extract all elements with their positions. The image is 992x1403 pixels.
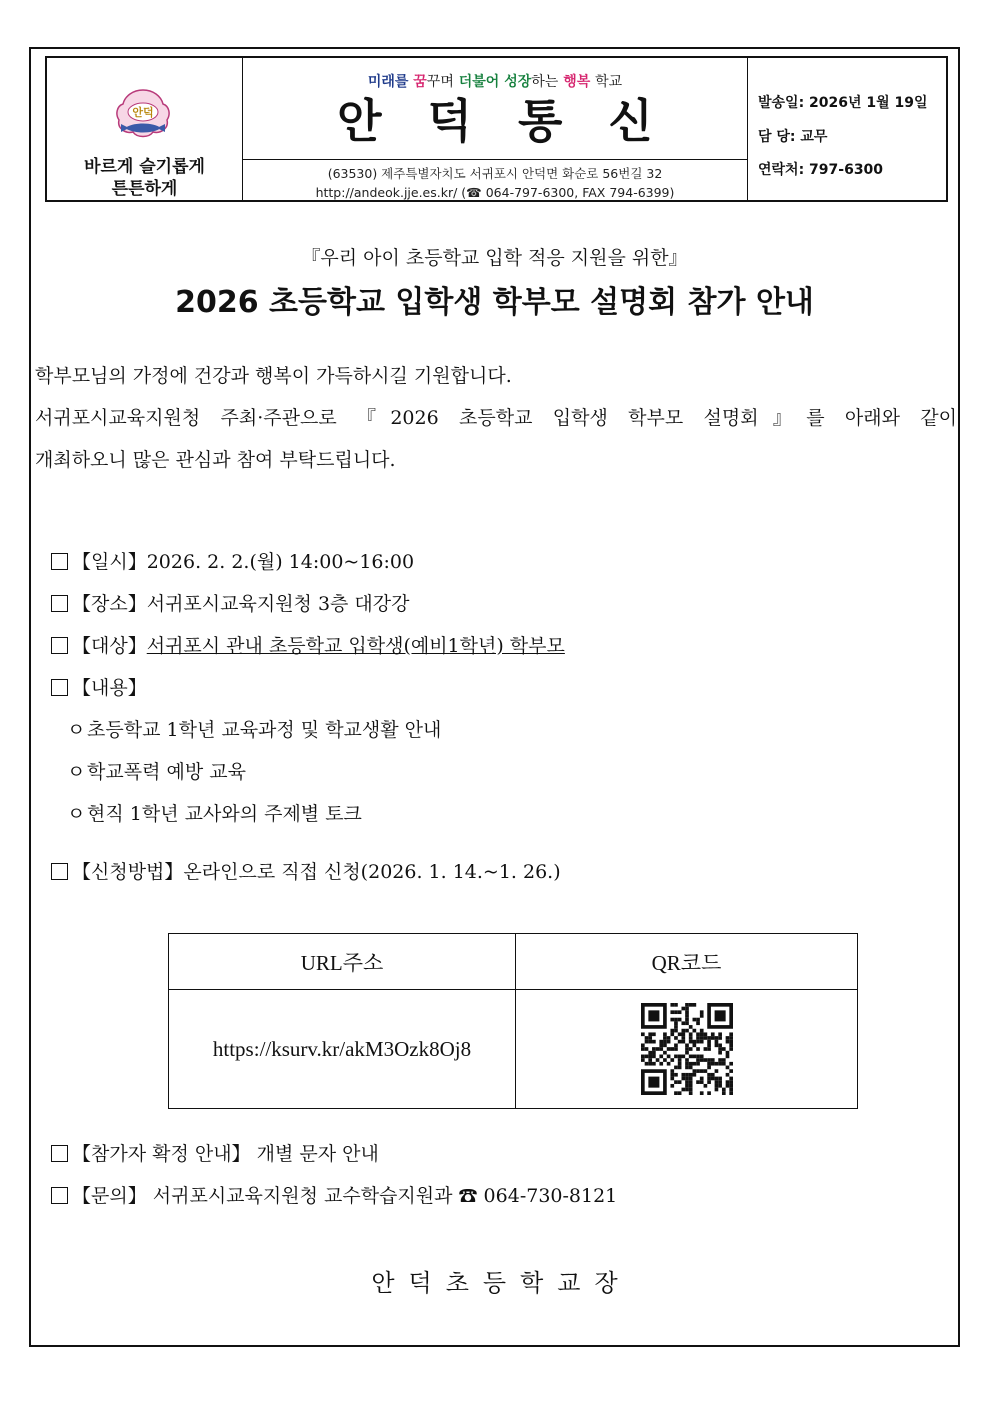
title-cell bbox=[243, 58, 748, 200]
newsletter-header bbox=[45, 56, 948, 202]
item-inquiry: 【문의】 서귀포시교육지원청 교수학습지원과 ☎ 064-730-8121 bbox=[51, 1181, 617, 1208]
contact-number: 연락처: 797-6300 bbox=[758, 162, 884, 178]
newsletter-title: 안덕통신 bbox=[337, 94, 699, 148]
issue-info-cell bbox=[748, 58, 946, 200]
checkbox-icon bbox=[51, 679, 68, 696]
person-in-charge: 담 당: 교무 bbox=[758, 129, 828, 145]
school-address: (63530) 제주특별자치도 서귀포시 안덕면 화순로 56번길 32 http://andeok.jje.es.kr/ (☎ 064-797-6300, FAX 794-6399) bbox=[315, 166, 675, 200]
item-place: 【장소】서귀포시교육지원청 3층 대강강 bbox=[51, 589, 410, 616]
checkbox-icon bbox=[51, 863, 68, 880]
intro-text-line2: 개최하오니 많은 관심과 참여 부탁드립니다. bbox=[35, 449, 396, 471]
item-confirm: 【참가자 확정 안내】 개별 문자 안내 bbox=[51, 1139, 379, 1166]
issue-date: 발송일: 2026년 1월 19일 bbox=[758, 95, 928, 111]
svg-text:안덕: 안덕 bbox=[132, 106, 154, 119]
url-header: URL주소 bbox=[169, 934, 516, 990]
application-table bbox=[168, 933, 858, 1109]
checkbox-icon bbox=[51, 1187, 68, 1204]
qr-header: QR코드 bbox=[516, 934, 858, 990]
application-url[interactable]: https://ksurv.kr/akM3Ozk8Oj8 bbox=[169, 990, 516, 1109]
bullet-icon: ㅇ bbox=[67, 761, 86, 783]
school-slogan: 미래를 꿈꾸며 더불어 성장하는 행복 학교 bbox=[367, 74, 623, 90]
notice-title: 2026 초등학교 입학생 학부모 설명회 참가 안내 bbox=[175, 285, 814, 320]
bullet-icon: ㅇ bbox=[67, 719, 86, 741]
checkbox-icon bbox=[51, 595, 68, 612]
school-emblem-icon bbox=[113, 88, 173, 142]
notice-subtitle: 『우리 아이 초등학교 입학 적응 지원을 위한』 bbox=[301, 247, 688, 269]
checkbox-icon bbox=[51, 553, 68, 570]
content-bullet: ㅇ 현직 1학년 교사와의 주제별 토크 bbox=[67, 799, 362, 826]
title-box bbox=[243, 59, 747, 160]
school-emblem-cell bbox=[47, 58, 243, 200]
newsletter-frame bbox=[29, 47, 960, 1347]
school-motto: 바르게 슬기롭게 튼튼하게 bbox=[84, 157, 205, 199]
item-content: 【내용】 bbox=[51, 673, 147, 700]
qr-code-cell bbox=[516, 990, 858, 1109]
intro-text-line1: 서귀포시교육지원청 주최·주관으로 『2026 초등학교 입학생 학부모 설명회』를 아래와 같이 bbox=[35, 407, 957, 429]
bullet-icon: ㅇ bbox=[67, 803, 86, 825]
item-date: 【일시】2026. 2. 2.(월) 14:00~16:00 bbox=[51, 547, 414, 574]
item-target: 【대상】서귀포시 관내 초등학교 입학생(예비1학년) 학부모 bbox=[51, 631, 565, 658]
content-bullet: ㅇ 초등학교 1학년 교육과정 및 학교생활 안내 bbox=[67, 715, 441, 742]
principal-signature: 안덕초등학교장 bbox=[371, 1269, 632, 1297]
qr-code-icon[interactable] bbox=[641, 1003, 733, 1095]
checkbox-icon bbox=[51, 1145, 68, 1162]
greeting-text: 학부모님의 가정에 건강과 행복이 가득하시길 기원합니다. bbox=[35, 365, 512, 387]
content-bullet: ㅇ 학교폭력 예방 교육 bbox=[67, 757, 246, 784]
checkbox-icon bbox=[51, 637, 68, 654]
item-apply: 【신청방법】온라인으로 직접 신청(2026. 1. 14.~1. 26.) bbox=[51, 857, 561, 884]
